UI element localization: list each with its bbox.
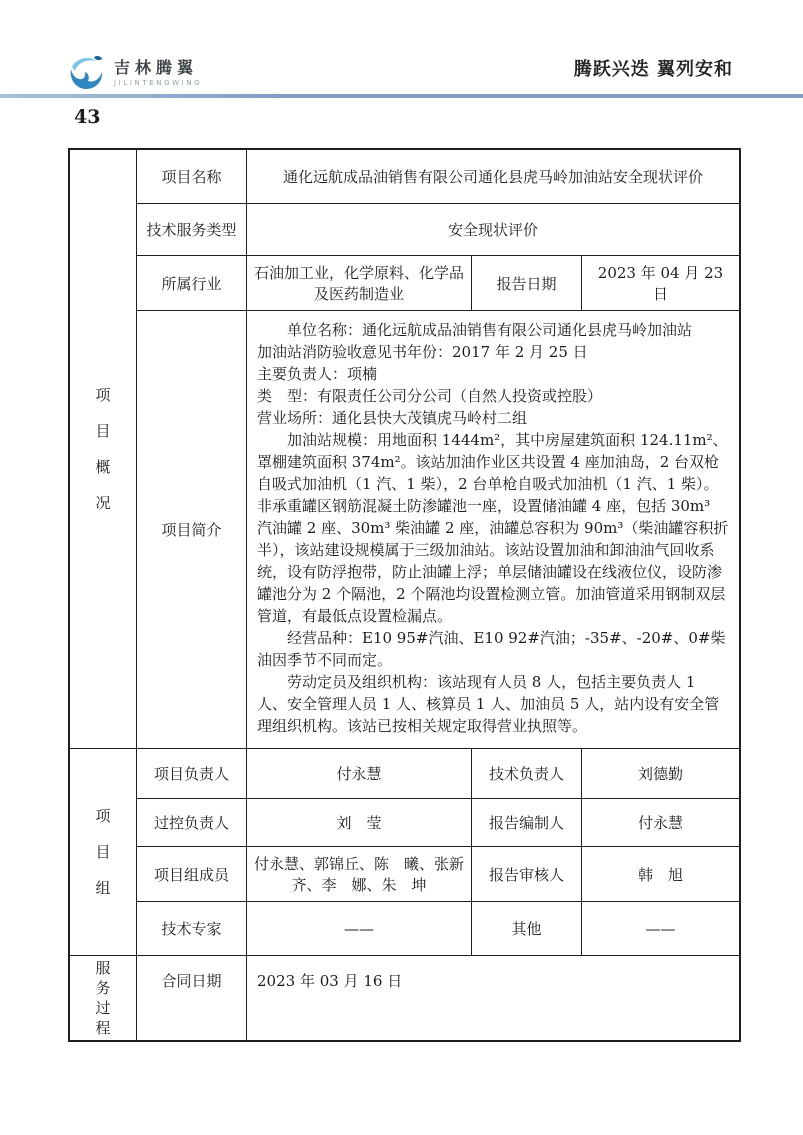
intro-paragraph: 劳动定员及组织机构：该站现有人员 8 人，包括主要负责人 1 人、安全管理人员 1 人、核算员 1 人、加油员 5 人，站内设有安全管理组织机构。该站已按相关规定取得营业执照等。 <box>257 673 720 735</box>
project-name-label: 项目名称 <box>137 150 247 204</box>
project-manager-value: 付永慧 <box>247 749 472 799</box>
members-label: 项目组成员 <box>137 847 247 902</box>
logo-subtext: JILINTENGWING <box>114 78 203 87</box>
tech-lead-label: 技术负责人 <box>472 749 582 799</box>
other-value: —— <box>582 902 739 956</box>
intro-paragraph: 主要负责人：项楠 <box>257 365 378 383</box>
intro-paragraph: 加油站规模：用地面积 1444m²，其中房屋建筑面积 124.11m²、罩棚建筑面积 374m²。该站加油作业区共设置 4 座加油岛，2 台双枪自吸式加油机（1 汽、1 柴），2 台单枪自吸式加油机（1 汽、1 柴）。非承重罐区钢筋混凝土防渗罐池一座，设置储油罐 4 座，包括 30m³ 汽油罐 2 座、30m³ 柴油罐 2 座，油罐总容积为 90m³（柴油罐容积折半），该站建设规模属于三级加油站。该站设置加油和卸油油气回收系统，设有防浮抱带，防止油罐上浮；单层储油罐设在线液位仪，设防渗罐池分为 2 个隔池，2 个隔池均设置检测立管。加油管道采用钢制双层管道，有最低点设置检漏点。 <box>257 431 729 625</box>
intro-label: 项目简介 <box>137 311 247 749</box>
industry-label: 所属行业 <box>137 256 247 311</box>
contract-date-value: 2023 年 03 月 16 日 <box>257 972 403 990</box>
project-name-value: 通化远航成品油销售有限公司通化县虎马岭加油站安全现状评价 <box>247 150 739 204</box>
project-manager-label: 项目负责人 <box>137 749 247 799</box>
intro-paragraph: 经营品种：E10 95#汽油、E10 92#汽油；-35#、-20#、0#柴油因季节不同而定。 <box>257 629 726 669</box>
project-info-table <box>68 148 741 1042</box>
contract-date-label: 合同日期 <box>137 956 247 1040</box>
service-type-value: 安全现状评价 <box>247 204 739 256</box>
report-writer-value: 付永慧 <box>582 799 739 847</box>
expert-label: 技术专家 <box>137 902 247 956</box>
header-slogan: 腾跃兴迭 翼列安和 <box>573 59 733 80</box>
intro-paragraph: 加油站消防验收意见书年份：2017 年 2 月 25 日 <box>257 343 588 361</box>
page-number: 43 <box>74 106 101 128</box>
process-control-label: 过控负责人 <box>137 799 247 847</box>
report-writer-label: 报告编制人 <box>472 799 582 847</box>
logo-swoosh-icon <box>66 53 106 93</box>
service-type-label: 技术服务类型 <box>137 204 247 256</box>
group-label-overview: 项目概况 <box>70 150 137 749</box>
expert-value: —— <box>247 902 472 956</box>
report-date-value: 2023 年 04 月 23 日 <box>582 256 739 311</box>
intro-paragraph: 单位名称：通化远航成品油销售有限公司通化县虎马岭加油站 <box>287 321 693 339</box>
group-label-process: 服务过程 <box>70 956 137 1040</box>
logo-text: 吉林腾翼 <box>114 57 199 77</box>
other-label: 其他 <box>472 902 582 956</box>
industry-value: 石油加工业，化学原料、化学品及医药制造业 <box>247 256 472 311</box>
header-divider <box>0 94 803 98</box>
reviewer-label: 报告审核人 <box>472 847 582 902</box>
company-logo <box>66 53 202 93</box>
intro-paragraph: 类 型：有限责任公司分公司（自然人投资或控股） <box>257 387 603 405</box>
reviewer-value: 韩 旭 <box>582 847 739 902</box>
tech-lead-value: 刘德勤 <box>582 749 739 799</box>
intro-text <box>247 311 739 749</box>
process-control-value: 刘 莹 <box>247 799 472 847</box>
report-date-label: 报告日期 <box>472 256 582 311</box>
group-label-team: 项目组 <box>70 749 137 956</box>
members-value: 付永慧、郭锦丘、陈 曦、张新齐、李 娜、朱 坤 <box>247 847 472 902</box>
intro-paragraph: 营业场所：通化县快大茂镇虎马岭村二组 <box>257 409 528 427</box>
